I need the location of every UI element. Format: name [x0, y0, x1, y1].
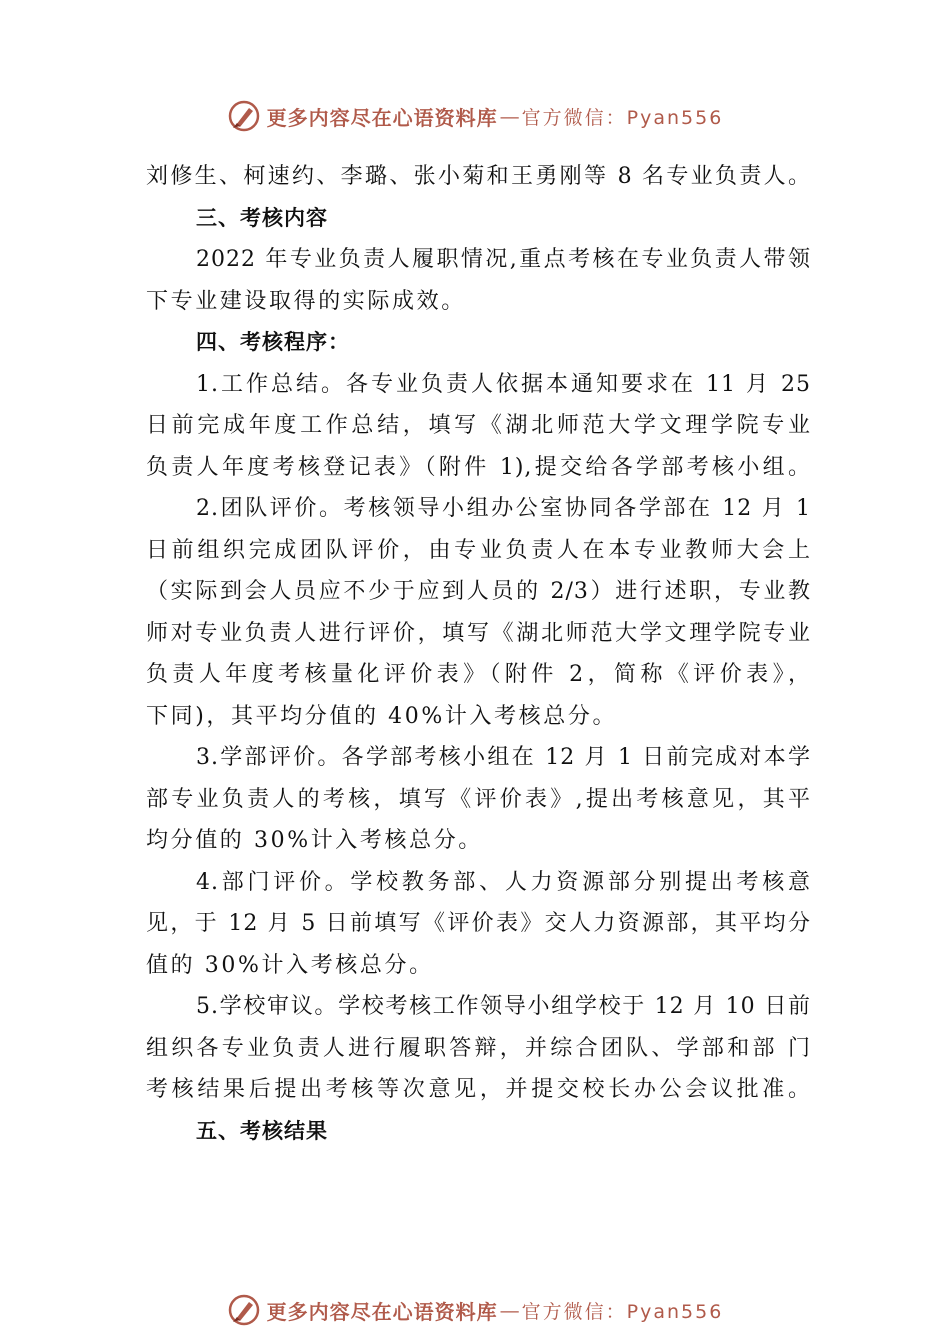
- paragraph-line: 部专业负责人的考核，填写《评价表》,提出考核意见，其平: [146, 786, 811, 812]
- paragraph-line: 2.团队评价。考核领导小组办公室协同各学部在 12 月 1: [196, 496, 811, 521]
- section-heading: 五、考核结果: [196, 1118, 328, 1143]
- pen-nib-logo-icon: [227, 99, 261, 133]
- paragraph-line: 均分值的 30%计入考核总分。: [146, 828, 483, 853]
- paragraph-line: 1.工作总结。各专业负责人依据本通知要求在 11 月 25: [196, 371, 811, 397]
- pen-nib-logo-icon: [227, 1293, 261, 1327]
- watermark-wechat: 官方微信：Pyan556: [521, 106, 724, 129]
- paragraph-line: 见，于 12 月 5 日前填写《评价表》交人力资源部，其平均分: [146, 911, 811, 936]
- watermark-dash: —: [499, 104, 520, 128]
- document-body: [146, 156, 811, 1152]
- paragraph-line: 负责人年度考核登记表》（附件 1),提交给各学部考核小组。: [146, 454, 811, 480]
- paragraph-line: 4.部门评价。学校教务部、人力资源部分别提出考核意: [196, 869, 811, 895]
- paragraph-line: 考核结果后提出考核等次意见，并提交校长办公会议批准。: [146, 1077, 811, 1102]
- paragraph-line: 刘修生、柯速约、李璐、张小菊和王勇刚等 8 名专业负责人。: [146, 164, 811, 189]
- paragraph-line: 下同)，其平均分值的 40%计入考核总分。: [146, 703, 618, 729]
- watermark-text: 更多内容尽在心语资料库: [266, 105, 498, 130]
- paragraph-line: （实际到会人员应不少于应到人员的 2/3）进行述职，专业教: [146, 579, 811, 604]
- paragraph-line: 组织各专业负责人进行履职答辩，并综合团队、学部和部 门: [146, 1035, 811, 1061]
- paragraph-line: 3.学部评价。各学部考核小组在 12 月 1 日前完成对本学: [196, 745, 811, 770]
- watermark-footer: [0, 1290, 950, 1330]
- section-heading: 三、考核内容: [196, 205, 328, 230]
- watermark-text: 更多内容尽在心语资料库: [266, 1299, 498, 1324]
- paragraph-line: 5.学校审议。学校考核工作领导小组学校于 12 月 10 日前: [196, 994, 811, 1019]
- watermark-wechat: 官方微信：Pyan556: [521, 1300, 724, 1323]
- paragraph-line: 负责人年度考核量化评价表》（附件 2，简称《评价表》，: [146, 662, 811, 687]
- paragraph-line: 日前组织完成团队评价，由专业负责人在本专业教师大会上: [146, 537, 811, 563]
- section-heading: 四、考核程序：: [196, 330, 350, 354]
- paragraph-line: 2022 年专业负责人履职情况,重点考核在专业负责人带领: [196, 247, 811, 272]
- watermark-header: [0, 96, 950, 136]
- paragraph-line: 值的 30%计入考核总分。: [146, 952, 434, 978]
- paragraph-line: 日前完成年度工作总结，填写《湖北师范大学文理学院专业: [146, 413, 811, 438]
- paragraph-line: 下专业建设取得的实际成效。: [146, 288, 466, 314]
- paragraph-line: 师对专业负责人进行评价，填写《湖北师范大学文理学院专业: [146, 620, 811, 646]
- watermark-dash: —: [499, 1298, 520, 1322]
